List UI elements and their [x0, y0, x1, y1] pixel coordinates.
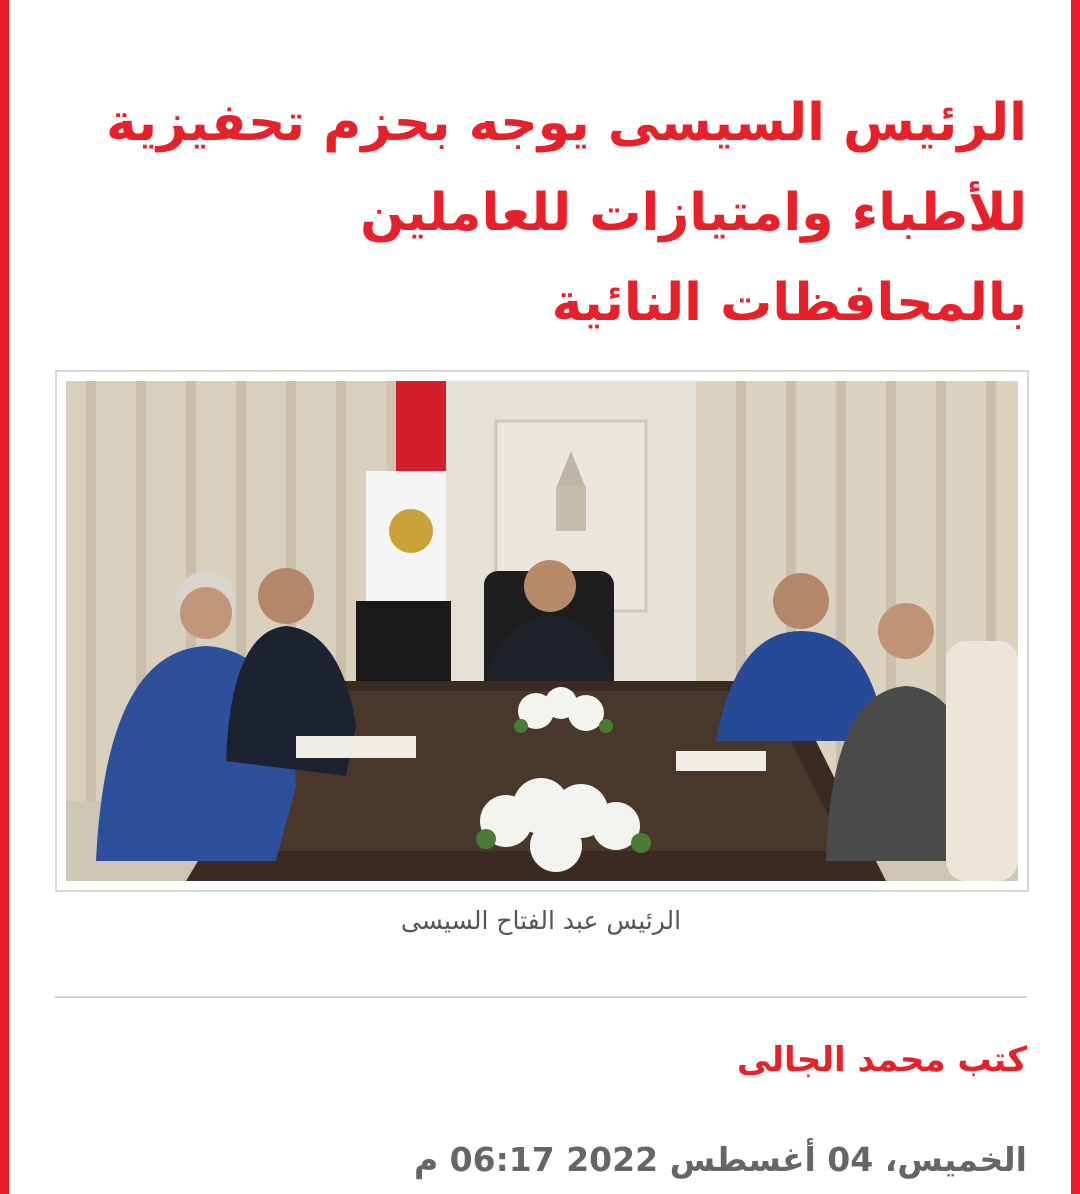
- article-image-frame: [55, 370, 1029, 892]
- meeting-photo-illustration: [66, 381, 1018, 881]
- article-date: الخميس، 04 أغسطس 2022 06:17 م: [413, 1140, 1027, 1179]
- image-caption: الرئيس عبد الفتاح السيسى: [400, 906, 682, 935]
- article-container: [55, 0, 1027, 1194]
- section-divider: [55, 996, 1027, 998]
- article-headline: الرئيس السيسى يوجه بحزم تحفيزية للأطباء وامتيازات للعاملين بالمحافظات النائية: [105, 93, 1027, 333]
- right-accent-border: [1071, 0, 1080, 1194]
- article-author[interactable]: كتب محمد الجالى: [736, 1040, 1027, 1080]
- left-accent-border: [0, 0, 9, 1194]
- article-photo[interactable]: [66, 381, 1018, 881]
